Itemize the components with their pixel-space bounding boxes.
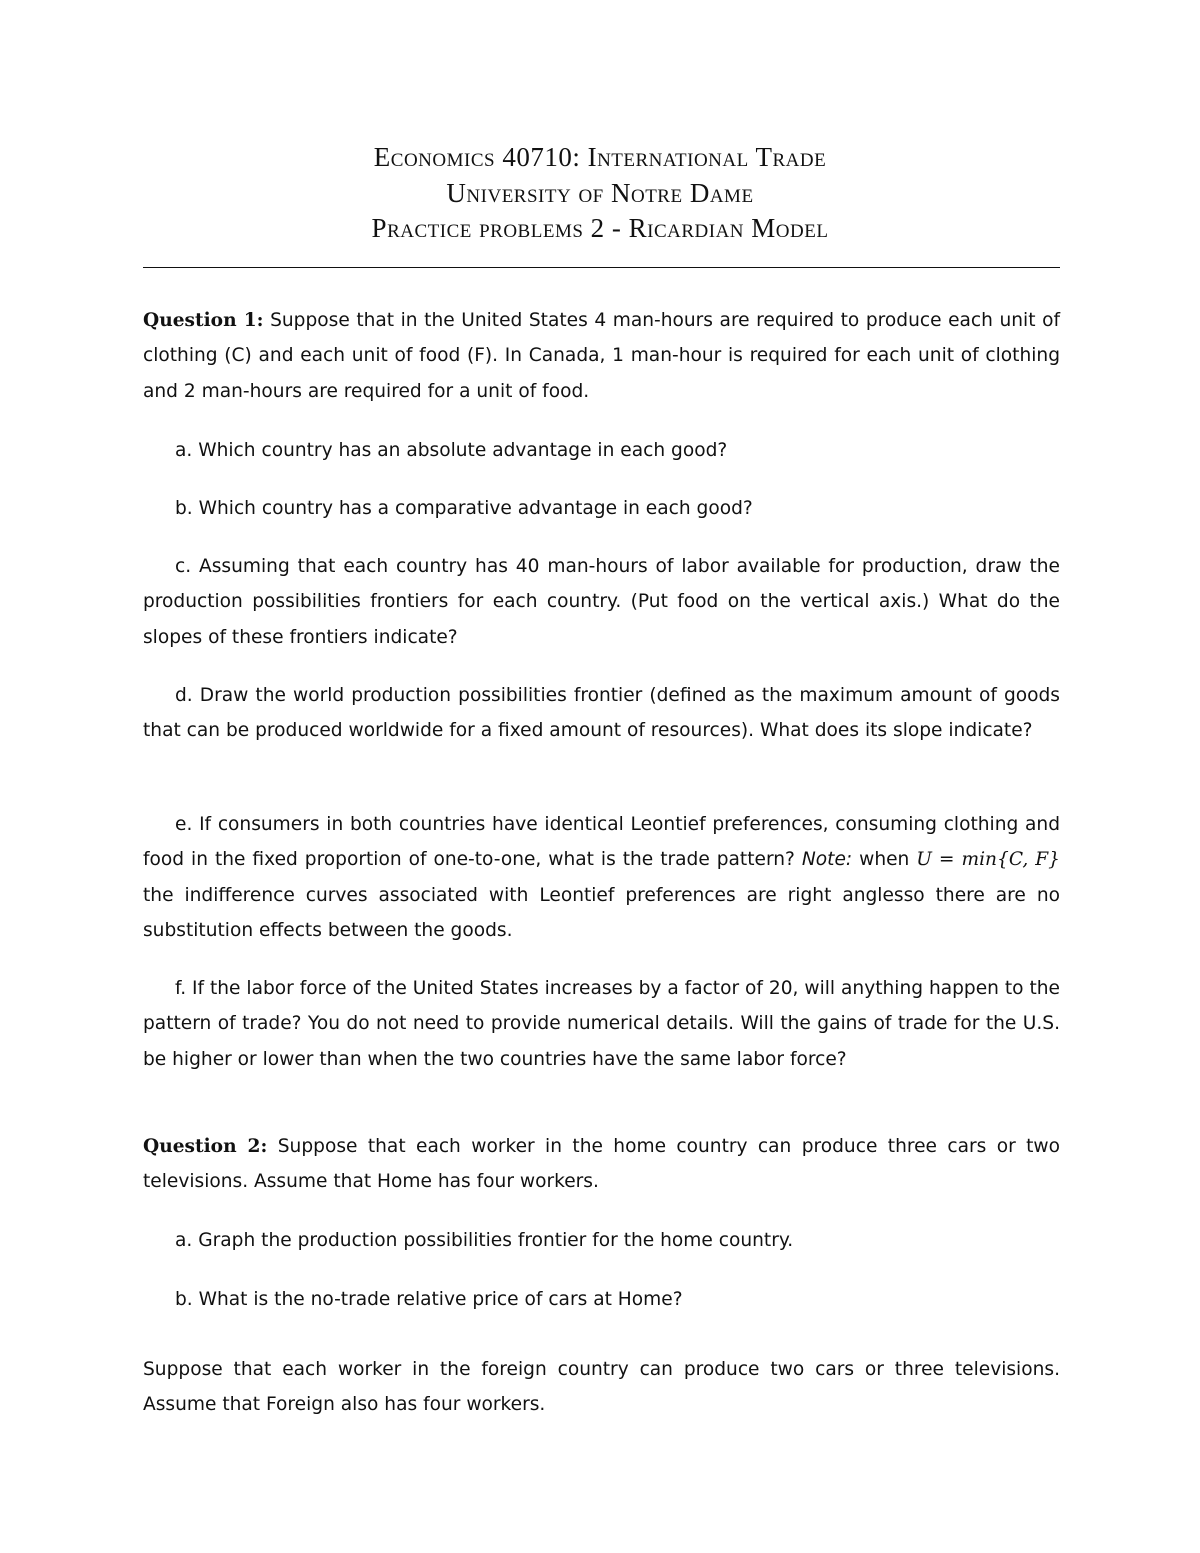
utility-formula: U = min{C, F} [916,849,1060,871]
question-1-part-b: b. Which country has a comparative advantage in each good? [175,498,753,519]
header-divider [143,267,1060,268]
part-e-text-cont: the indifference curves associated with Leontief preferences are right anglesso there are no substitution effects between the goods. [143,884,1060,941]
question-1-part-d: d. Draw the world production possibilities frontier (defined as the maximum amount of goods that can be produced worldwide for a fixed amount of resources). What does its slope indicate? [143,685,1060,742]
question-1-part-a: a. Which country has an absolute advantage in each good? [175,440,728,461]
problem-set-title: Practice problems 2 - Ricardian Model [371,213,829,243]
question-1-part-e [143,807,1060,948]
question-1-text: Suppose that in the United States 4 man-hours are required to produce each unit of clothing (C) and each unit of food (F). In Canada, 1 man-hour is required for each unit of clothing and 2 man-hours are required for a unit of food. [143,310,1060,402]
part-e-note-label: Note: [801,849,853,871]
question-2-part-b: b. What is the no-trade relative price of cars at Home? [175,1289,683,1310]
question-2-foreign-text: Suppose that each worker in the foreign country can produce two cars or three televisions. Assume that Foreign also has four workers. [143,1359,1060,1416]
question-2-text: Suppose that each worker in the home country can produce three cars or two televisions. Assume that Home has four workers. [143,1136,1060,1193]
university-name: University of Notre Dame [446,178,754,208]
course-title: Economics 40710: International Trade [373,142,827,172]
question-1-part-c: c. Assuming that each country has 40 man-hours of labor available for production, draw the production possibilities frontiers for each country. (Put food on the vertical axis.) What do the slopes of these frontiers indicate? [143,556,1060,648]
question-1-part-f: f. If the labor force of the United States increases by a factor of 20, will anything happen to the pattern of trade? You do not need to provide numerical details. Will the gains of trade for the U.S. be higher or lower than when the two countries have the same labor force? [143,978,1060,1070]
part-e-text: e. If consumers in both countries have identical Leontief preferences, consuming clothing and food in the fixed proportion of one-to-one, what is the trade pattern? [143,814,1060,871]
question-2-part-a: a. Graph the production possibilities frontier for the home country. [175,1230,794,1251]
part-e-when: when [852,849,917,871]
question-1-label: Question 1: [143,310,264,331]
question-2-label: Question 2: [143,1136,268,1157]
question-1-intro [143,303,1060,409]
question-2-intro [143,1129,1060,1200]
